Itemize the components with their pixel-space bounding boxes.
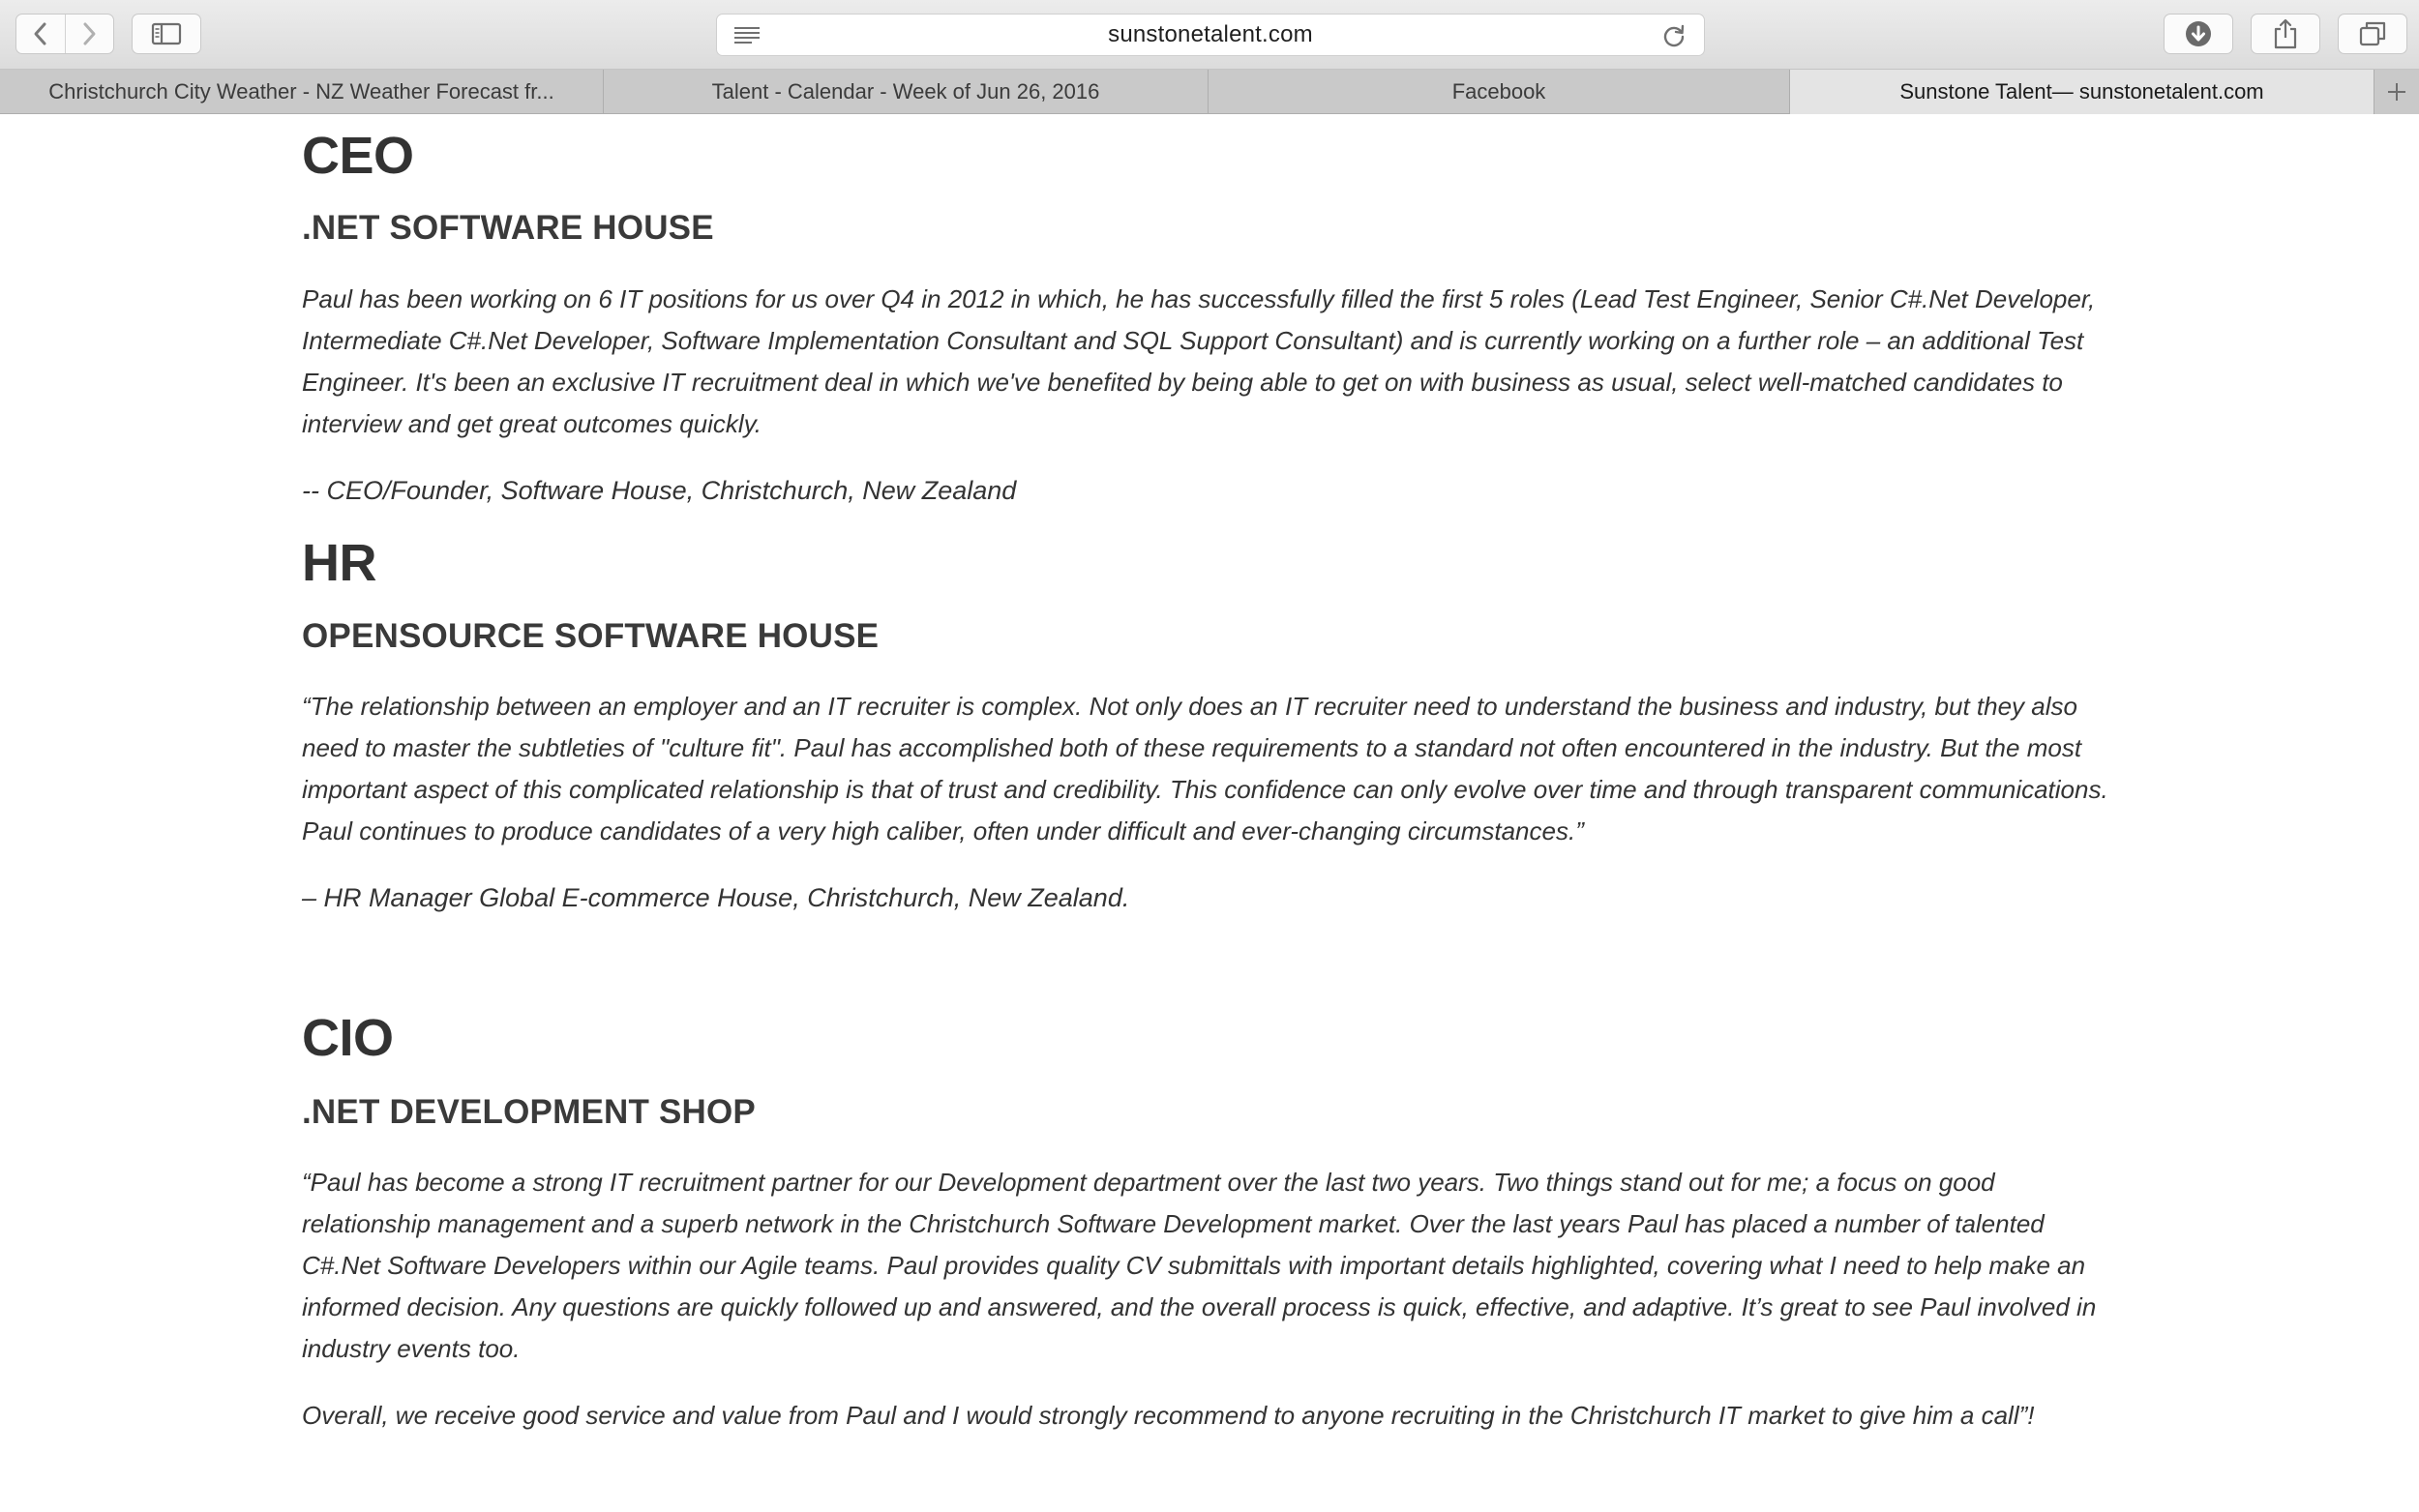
tab-talent-calendar[interactable] [604,70,1209,114]
tab-label: Facebook [1451,79,1546,104]
tab-label: Christchurch City Weather - NZ Weather Forecast fr... [48,79,554,104]
tab-bar [0,70,2419,114]
tab-label: Talent - Calendar - Week of Jun 26, 2016 [711,79,1100,104]
reload-icon[interactable] [1661,23,1687,48]
url-text[interactable]: sunstonetalent.com [1108,21,1313,47]
new-tab-button[interactable] [2374,70,2419,114]
testimonial-role-heading: HR [302,534,376,592]
testimonial-role-heading: CEO [302,127,414,185]
tabs-overview-button[interactable] [2338,14,2407,54]
testimonial-quote: “The relationship between an employer and an IT recruiter is complex. Not only does an IT recruiter need to understand the business and industry, but they also need to master the subtleties of "culture fit". Paul has accomplished both of these requirements to a standard not often encountered in the industry. But the most important aspect of this complicated relationship is that of trust and credibility. This confidence can only evolve over time and through transparent communications. Paul continues to produce candidates of a very high caliber, often under difficult and ever-changing circumstances.” [302,692,2108,845]
tabs-icon [2358,20,2387,47]
testimonial-attribution: – HR Manager Global E-commerce House, Christchurch, New Zealand. [302,883,1130,912]
testimonial-company: OPENSOURCE SOFTWARE HOUSE [302,617,880,655]
forward-button[interactable] [65,15,114,53]
download-icon [2184,19,2213,48]
tab-facebook[interactable] [1209,70,1790,114]
testimonial-company: .NET SOFTWARE HOUSE [302,209,714,247]
testimonial-quote: “Paul has become a strong IT recruitment partner for our Development department over the last two years. Two things stand out for me; a focus on good relationship management and a superb network in the Christchurch Software Development market. Over the last years Paul has placed a number of talented C#.Net Software Developers within our Agile teams. Paul provides quality CV submittals with important details highlighted, covering what I need to help make an informed decision. Any questions are quickly followed up and answered, and the overall process is quick, effective, and adaptive. It’s great to see Paul involved in industry events too. [302,1168,2097,1363]
share-icon [2273,18,2298,49]
tab-weather[interactable] [0,70,604,114]
address-bar[interactable] [716,14,1705,56]
testimonial-company: .NET DEVELOPMENT SHOP [302,1093,756,1131]
share-button[interactable] [2251,14,2320,54]
chevron-left-icon [31,21,50,46]
chevron-right-icon [79,21,99,46]
back-button[interactable] [16,15,65,53]
downloads-button[interactable] [2164,14,2233,54]
browser-toolbar [0,0,2419,70]
testimonial-attribution: -- CEO/Founder, Software House, Christchurch, New Zealand [302,476,1017,505]
testimonial-role-heading: CIO [302,1009,394,1067]
tab-label: Sunstone Talent— sunstonetalent.com [1899,79,2264,104]
sidebar-button[interactable] [132,14,201,54]
sidebar-icon [151,22,182,45]
plus-icon [2385,80,2408,104]
tab-sunstone-talent[interactable] [1790,70,2374,114]
testimonial-quote-continued: Overall, we receive good service and value from Paul and I would strongly recommend to anyone recruiting in the Christchurch IT market to give him a call”! [302,1401,2035,1430]
history-navigation [15,14,114,54]
testimonial-quote: Paul has been working on 6 IT positions for us over Q4 in 2012 in which, he has successfully filled the first 5 roles (Lead Test Engineer, Senior C#.Net Developer, Intermediate C#.Net Developer, Software Implementation Consultant and SQL Support Consultant) and is currently working on a further role – an additional Test Engineer. It's been an exclusive IT recruitment deal in which we've benefited by being able to get on with business as usual, select well-matched candidates to interview and get great outcomes quickly. [302,284,2096,438]
